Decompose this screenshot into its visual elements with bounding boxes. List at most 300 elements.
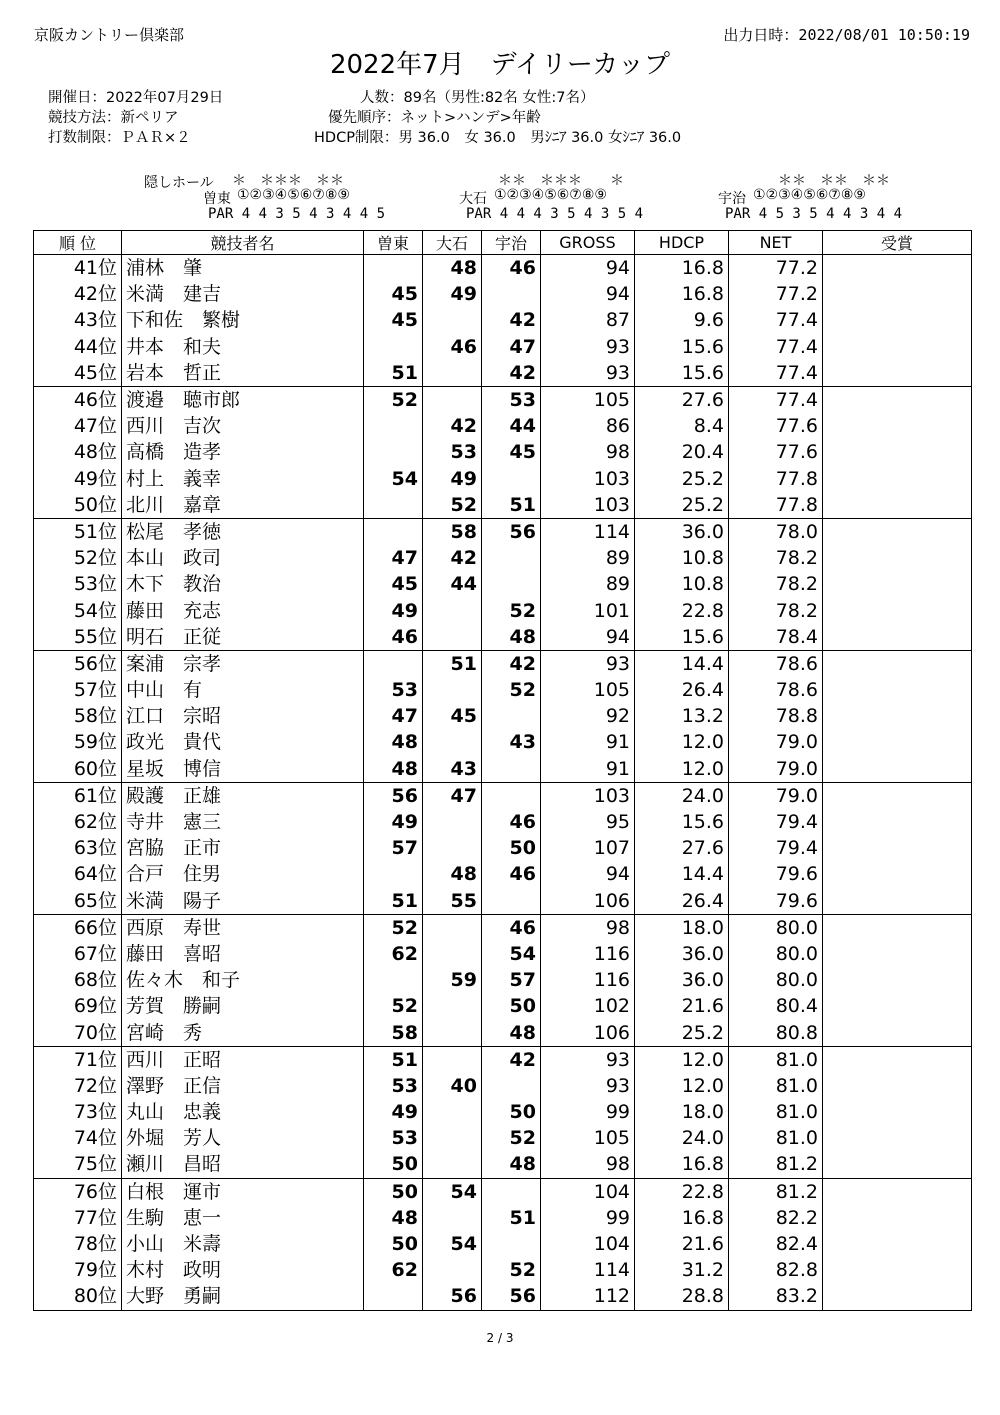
hdcp-cell: 15.6 <box>635 334 729 360</box>
award-cell <box>823 439 972 465</box>
score-uji-cell: 46 <box>482 914 541 941</box>
score-oishi-cell: 45 <box>423 703 482 729</box>
score-oishi-cell: 42 <box>423 545 482 571</box>
score-sotou-cell: 51 <box>364 888 423 915</box>
player-name-cell: 西川 吉次 <box>122 413 364 439</box>
score-sotou-cell <box>364 861 423 887</box>
rank-cell: 78位 <box>34 1231 122 1257</box>
award-cell <box>823 835 972 861</box>
score-sotou-cell: 50 <box>364 1151 423 1178</box>
score-uji-cell: 46 <box>482 255 541 282</box>
header-course-oishi: 大石 <box>423 231 482 255</box>
score-oishi-cell: 40 <box>423 1073 482 1099</box>
rank-cell: 77位 <box>34 1205 122 1231</box>
table-row <box>34 1205 972 1231</box>
header-hdcp: HDCP <box>635 231 729 255</box>
score-oishi-cell: 59 <box>423 967 482 993</box>
score-uji-cell <box>482 466 541 492</box>
player-name-cell: 佐々木 和子 <box>122 967 364 993</box>
score-oishi-cell: 51 <box>423 650 482 677</box>
player-name-cell: 丸山 忠義 <box>122 1099 364 1125</box>
player-name-cell: 宮脇 正市 <box>122 835 364 861</box>
score-sotou-cell: 58 <box>364 1019 423 1046</box>
score-sotou-cell: 49 <box>364 809 423 835</box>
rank-cell: 47位 <box>34 413 122 439</box>
header-course-uji: 宇治 <box>482 231 541 255</box>
net-cell: 80.0 <box>729 914 823 941</box>
score-uji-cell: 56 <box>482 518 541 545</box>
hdcp-cell: 15.6 <box>635 360 729 387</box>
gross-cell: 86 <box>541 413 635 439</box>
net-cell: 81.2 <box>729 1178 823 1205</box>
award-cell <box>823 861 972 887</box>
score-uji-cell <box>482 1178 541 1205</box>
net-cell: 77.2 <box>729 281 823 307</box>
course-sotou-holes: ①②③④⑤⑥⑦⑧⑨ <box>237 187 350 203</box>
hdcp-cell: 21.6 <box>635 1231 729 1257</box>
net-cell: 81.2 <box>729 1151 823 1178</box>
hdcp-cell: 36.0 <box>635 967 729 993</box>
net-cell: 78.8 <box>729 703 823 729</box>
award-cell <box>823 650 972 677</box>
hdcp-cell: 22.8 <box>635 1178 729 1205</box>
award-cell <box>823 624 972 651</box>
hdcp-cell: 31.2 <box>635 1257 729 1283</box>
gross-cell: 99 <box>541 1205 635 1231</box>
table-row <box>34 571 972 597</box>
player-count: 人数：89名（男性:82名 女性:7名） <box>360 90 595 106</box>
score-oishi-cell <box>423 386 482 413</box>
player-name-cell: 村上 義幸 <box>122 466 364 492</box>
course-oishi-label: 大石 <box>459 191 487 207</box>
gross-cell: 105 <box>541 1125 635 1151</box>
score-oishi-cell <box>423 677 482 703</box>
score-oishi-cell: 56 <box>423 1283 482 1310</box>
rank-cell: 58位 <box>34 703 122 729</box>
table-row <box>34 1283 972 1310</box>
net-cell: 79.0 <box>729 782 823 809</box>
score-oishi-cell <box>423 729 482 755</box>
gross-cell: 94 <box>541 624 635 651</box>
score-sotou-cell: 62 <box>364 941 423 967</box>
score-sotou-cell: 53 <box>364 677 423 703</box>
rank-cell: 65位 <box>34 888 122 915</box>
score-oishi-cell <box>423 941 482 967</box>
hdcp-cell: 12.0 <box>635 1073 729 1099</box>
score-sotou-cell <box>364 255 423 282</box>
club-name: 京阪カントリー倶楽部 <box>34 26 185 44</box>
rank-cell: 50位 <box>34 492 122 519</box>
player-name-cell: 大野 勇嗣 <box>122 1283 364 1310</box>
award-cell <box>823 360 972 387</box>
award-cell <box>823 967 972 993</box>
score-oishi-cell <box>423 835 482 861</box>
award-cell <box>823 729 972 755</box>
hdcp-cell: 15.6 <box>635 624 729 651</box>
player-name-cell: 合戸 住男 <box>122 861 364 887</box>
score-oishi-cell: 48 <box>423 255 482 282</box>
stroke-limit: 打数制限：ＰＡＲ×２ <box>48 130 191 146</box>
header-course-sotou: 曽東 <box>364 231 423 255</box>
net-cell: 77.2 <box>729 255 823 282</box>
rank-cell: 80位 <box>34 1283 122 1310</box>
score-uji-cell: 51 <box>482 1205 541 1231</box>
score-uji-cell: 51 <box>482 492 541 519</box>
hdcp-cell: 18.0 <box>635 1099 729 1125</box>
gross-cell: 107 <box>541 835 635 861</box>
score-sotou-cell: 52 <box>364 386 423 413</box>
award-cell <box>823 255 972 282</box>
gross-cell: 93 <box>541 650 635 677</box>
score-oishi-cell <box>423 914 482 941</box>
award-cell <box>823 1231 972 1257</box>
score-uji-cell <box>482 1231 541 1257</box>
award-cell <box>823 1283 972 1310</box>
rank-cell: 67位 <box>34 941 122 967</box>
hdcp-cell: 12.0 <box>635 729 729 755</box>
net-cell: 77.4 <box>729 307 823 333</box>
priority-order: 優先順序：ネット>ハンデ>年齢 <box>328 110 541 126</box>
gross-cell: 112 <box>541 1283 635 1310</box>
score-sotou-cell: 49 <box>364 597 423 623</box>
gross-cell: 89 <box>541 571 635 597</box>
award-cell <box>823 888 972 915</box>
net-cell: 77.4 <box>729 334 823 360</box>
rank-cell: 43位 <box>34 307 122 333</box>
net-cell: 81.0 <box>729 1073 823 1099</box>
score-sotou-cell <box>364 439 423 465</box>
rank-cell: 64位 <box>34 861 122 887</box>
table-row <box>34 703 972 729</box>
table-row <box>34 492 972 519</box>
hdcp-cell: 10.8 <box>635 571 729 597</box>
award-cell <box>823 809 972 835</box>
player-name-cell: 米満 陽子 <box>122 888 364 915</box>
award-cell <box>823 307 972 333</box>
player-name-cell: 案浦 宗孝 <box>122 650 364 677</box>
score-uji-cell: 44 <box>482 413 541 439</box>
player-name-cell: 本山 政司 <box>122 545 364 571</box>
score-uji-cell: 48 <box>482 1151 541 1178</box>
score-uji-cell: 50 <box>482 1099 541 1125</box>
score-oishi-cell: 55 <box>423 888 482 915</box>
gross-cell: 93 <box>541 360 635 387</box>
player-name-cell: 米満 建吉 <box>122 281 364 307</box>
score-uji-cell: 46 <box>482 809 541 835</box>
net-cell: 83.2 <box>729 1283 823 1310</box>
table-row <box>34 597 972 623</box>
player-name-cell: 岩本 哲正 <box>122 360 364 387</box>
score-sotou-cell: 62 <box>364 1257 423 1283</box>
score-uji-cell <box>482 1073 541 1099</box>
rank-cell: 62位 <box>34 809 122 835</box>
score-sotou-cell <box>364 1283 423 1310</box>
table-row <box>34 729 972 755</box>
net-cell: 77.8 <box>729 492 823 519</box>
table-row <box>34 1151 972 1178</box>
player-name-cell: 政光 貴代 <box>122 729 364 755</box>
score-sotou-cell <box>364 650 423 677</box>
rank-cell: 45位 <box>34 360 122 387</box>
score-sotou-cell: 46 <box>364 624 423 651</box>
net-cell: 79.0 <box>729 729 823 755</box>
score-uji-cell <box>482 281 541 307</box>
rank-cell: 59位 <box>34 729 122 755</box>
hdcp-cell: 25.2 <box>635 1019 729 1046</box>
score-uji-cell <box>482 888 541 915</box>
score-uji-cell <box>482 756 541 783</box>
net-cell: 79.6 <box>729 888 823 915</box>
net-cell: 78.0 <box>729 518 823 545</box>
score-uji-cell: 48 <box>482 1019 541 1046</box>
score-sotou-cell: 48 <box>364 1205 423 1231</box>
score-sotou-cell <box>364 492 423 519</box>
score-sotou-cell: 48 <box>364 756 423 783</box>
hdcp-cell: 8.4 <box>635 413 729 439</box>
award-cell <box>823 782 972 809</box>
score-oishi-cell <box>423 360 482 387</box>
table-row <box>34 281 972 307</box>
table-row <box>34 1099 972 1125</box>
award-cell <box>823 1046 972 1073</box>
rank-cell: 72位 <box>34 1073 122 1099</box>
score-oishi-cell: 47 <box>423 782 482 809</box>
score-oishi-cell: 54 <box>423 1231 482 1257</box>
course-oishi-par: PAR 4 4 4 3 5 4 3 5 4 <box>466 206 644 222</box>
score-uji-cell: 42 <box>482 650 541 677</box>
hdcp-cell: 16.8 <box>635 281 729 307</box>
award-cell <box>823 466 972 492</box>
competition-method: 競技方法：新ペリア <box>48 110 179 126</box>
gross-cell: 93 <box>541 1046 635 1073</box>
course-uji-label: 宇治 <box>718 191 746 207</box>
gross-cell: 104 <box>541 1178 635 1205</box>
score-uji-cell: 42 <box>482 360 541 387</box>
player-name-cell: 藤田 喜昭 <box>122 941 364 967</box>
player-name-cell: 高橋 造孝 <box>122 439 364 465</box>
hidden-marks-uji: ＊＊ ＊＊ ＊＊ <box>778 173 890 189</box>
score-uji-cell: 53 <box>482 386 541 413</box>
table-row <box>34 624 972 651</box>
rank-cell: 79位 <box>34 1257 122 1283</box>
score-uji-cell <box>482 703 541 729</box>
player-name-cell: 松尾 孝徳 <box>122 518 364 545</box>
net-cell: 77.6 <box>729 439 823 465</box>
header-net: NET <box>729 231 823 255</box>
hdcp-cell: 27.6 <box>635 386 729 413</box>
gross-cell: 94 <box>541 255 635 282</box>
score-oishi-cell: 49 <box>423 466 482 492</box>
rank-cell: 55位 <box>34 624 122 651</box>
hdcp-cell: 16.8 <box>635 255 729 282</box>
net-cell: 79.0 <box>729 756 823 783</box>
table-row <box>34 677 972 703</box>
hdcp-cell: 25.2 <box>635 492 729 519</box>
gross-cell: 106 <box>541 1019 635 1046</box>
rank-cell: 41位 <box>34 255 122 282</box>
score-oishi-cell: 53 <box>423 439 482 465</box>
hdcp-cell: 21.6 <box>635 993 729 1019</box>
gross-cell: 103 <box>541 782 635 809</box>
gross-cell: 93 <box>541 334 635 360</box>
hdcp-cell: 27.6 <box>635 835 729 861</box>
award-cell <box>823 545 972 571</box>
hdcp-cell: 18.0 <box>635 914 729 941</box>
gross-cell: 104 <box>541 1231 635 1257</box>
rank-cell: 76位 <box>34 1178 122 1205</box>
hdcp-cell: 12.0 <box>635 756 729 783</box>
award-cell <box>823 756 972 783</box>
score-uji-cell: 54 <box>482 941 541 967</box>
award-cell <box>823 1205 972 1231</box>
score-sotou-cell: 56 <box>364 782 423 809</box>
award-cell <box>823 334 972 360</box>
score-oishi-cell: 46 <box>423 334 482 360</box>
gross-cell: 93 <box>541 1073 635 1099</box>
score-uji-cell <box>482 571 541 597</box>
table-row <box>34 782 972 809</box>
net-cell: 79.4 <box>729 835 823 861</box>
score-sotou-cell: 57 <box>364 835 423 861</box>
player-name-cell: 生駒 恵一 <box>122 1205 364 1231</box>
table-row <box>34 888 972 915</box>
rank-cell: 42位 <box>34 281 122 307</box>
rank-cell: 51位 <box>34 518 122 545</box>
table-row <box>34 1046 972 1073</box>
hdcp-cell: 14.4 <box>635 650 729 677</box>
gross-cell: 91 <box>541 756 635 783</box>
page-title: 2022年7月 デイリーカップ <box>329 50 671 80</box>
player-name-cell: 中山 有 <box>122 677 364 703</box>
player-name-cell: 寺井 憲三 <box>122 809 364 835</box>
gross-cell: 102 <box>541 993 635 1019</box>
player-name-cell: 北川 嘉章 <box>122 492 364 519</box>
hidden-marks-sotou: ＊ ＊＊＊ ＊＊ <box>232 173 344 189</box>
net-cell: 81.0 <box>729 1099 823 1125</box>
rank-cell: 70位 <box>34 1019 122 1046</box>
hdcp-cell: 16.8 <box>635 1151 729 1178</box>
gross-cell: 89 <box>541 545 635 571</box>
score-sotou-cell: 51 <box>364 360 423 387</box>
rank-cell: 63位 <box>34 835 122 861</box>
score-uji-cell: 52 <box>482 1257 541 1283</box>
player-name-cell: 小山 米壽 <box>122 1231 364 1257</box>
score-sotou-cell: 52 <box>364 993 423 1019</box>
rank-cell: 48位 <box>34 439 122 465</box>
score-oishi-cell <box>423 993 482 1019</box>
table-row <box>34 466 972 492</box>
player-name-cell: 浦林 肇 <box>122 255 364 282</box>
rank-cell: 60位 <box>34 756 122 783</box>
score-sotou-cell: 45 <box>364 307 423 333</box>
score-oishi-cell <box>423 809 482 835</box>
score-oishi-cell <box>423 1205 482 1231</box>
table-row <box>34 255 972 282</box>
table-row <box>34 1019 972 1046</box>
rank-cell: 66位 <box>34 914 122 941</box>
rank-cell: 44位 <box>34 334 122 360</box>
score-sotou-cell: 45 <box>364 281 423 307</box>
net-cell: 80.8 <box>729 1019 823 1046</box>
results-table <box>33 230 972 1311</box>
player-name-cell: 殿護 正雄 <box>122 782 364 809</box>
net-cell: 78.4 <box>729 624 823 651</box>
score-uji-cell: 52 <box>482 597 541 623</box>
score-oishi-cell: 48 <box>423 861 482 887</box>
score-oishi-cell: 43 <box>423 756 482 783</box>
score-uji-cell: 42 <box>482 307 541 333</box>
award-cell <box>823 1151 972 1178</box>
table-row <box>34 835 972 861</box>
hdcp-cell: 24.0 <box>635 1125 729 1151</box>
hidden-holes-label: 隠しホール <box>144 175 214 191</box>
gross-cell: 94 <box>541 861 635 887</box>
score-uji-cell <box>482 545 541 571</box>
gross-cell: 98 <box>541 1151 635 1178</box>
award-cell <box>823 914 972 941</box>
net-cell: 82.2 <box>729 1205 823 1231</box>
award-cell <box>823 993 972 1019</box>
score-uji-cell: 45 <box>482 439 541 465</box>
score-oishi-cell: 42 <box>423 413 482 439</box>
net-cell: 78.6 <box>729 650 823 677</box>
net-cell: 77.4 <box>729 386 823 413</box>
gross-cell: 103 <box>541 466 635 492</box>
score-sotou-cell <box>364 967 423 993</box>
net-cell: 81.0 <box>729 1125 823 1151</box>
player-name-cell: 芳賀 勝嗣 <box>122 993 364 1019</box>
gross-cell: 114 <box>541 518 635 545</box>
gross-cell: 87 <box>541 307 635 333</box>
player-name-cell: 井本 和夫 <box>122 334 364 360</box>
score-sotou-cell: 47 <box>364 703 423 729</box>
net-cell: 77.6 <box>729 413 823 439</box>
gross-cell: 105 <box>541 677 635 703</box>
hdcp-cell: 15.6 <box>635 809 729 835</box>
award-cell <box>823 1073 972 1099</box>
score-uji-cell: 46 <box>482 861 541 887</box>
table-row <box>34 941 972 967</box>
score-uji-cell: 50 <box>482 835 541 861</box>
gross-cell: 101 <box>541 597 635 623</box>
player-name-cell: 江口 宗昭 <box>122 703 364 729</box>
score-oishi-cell: 49 <box>423 281 482 307</box>
score-oishi-cell <box>423 1099 482 1125</box>
rank-cell: 54位 <box>34 597 122 623</box>
gross-cell: 98 <box>541 439 635 465</box>
score-sotou-cell: 53 <box>364 1125 423 1151</box>
net-cell: 78.6 <box>729 677 823 703</box>
award-cell <box>823 941 972 967</box>
table-row <box>34 756 972 783</box>
table-row <box>34 386 972 413</box>
table-row <box>34 967 972 993</box>
player-name-cell: 渡邉 聴市郎 <box>122 386 364 413</box>
player-name-cell: 木下 教治 <box>122 571 364 597</box>
score-oishi-cell: 44 <box>423 571 482 597</box>
player-name-cell: 木村 政明 <box>122 1257 364 1283</box>
hidden-marks-oishi: ＊＊ ＊＊＊ ＊ <box>498 173 624 189</box>
net-cell: 80.4 <box>729 993 823 1019</box>
net-cell: 77.4 <box>729 360 823 387</box>
gross-cell: 116 <box>541 967 635 993</box>
hdcp-cell: 26.4 <box>635 677 729 703</box>
player-name-cell: 下和佐 繁樹 <box>122 307 364 333</box>
score-sotou-cell: 52 <box>364 914 423 941</box>
score-sotou-cell: 48 <box>364 729 423 755</box>
net-cell: 80.0 <box>729 967 823 993</box>
player-name-cell: 西原 寿世 <box>122 914 364 941</box>
